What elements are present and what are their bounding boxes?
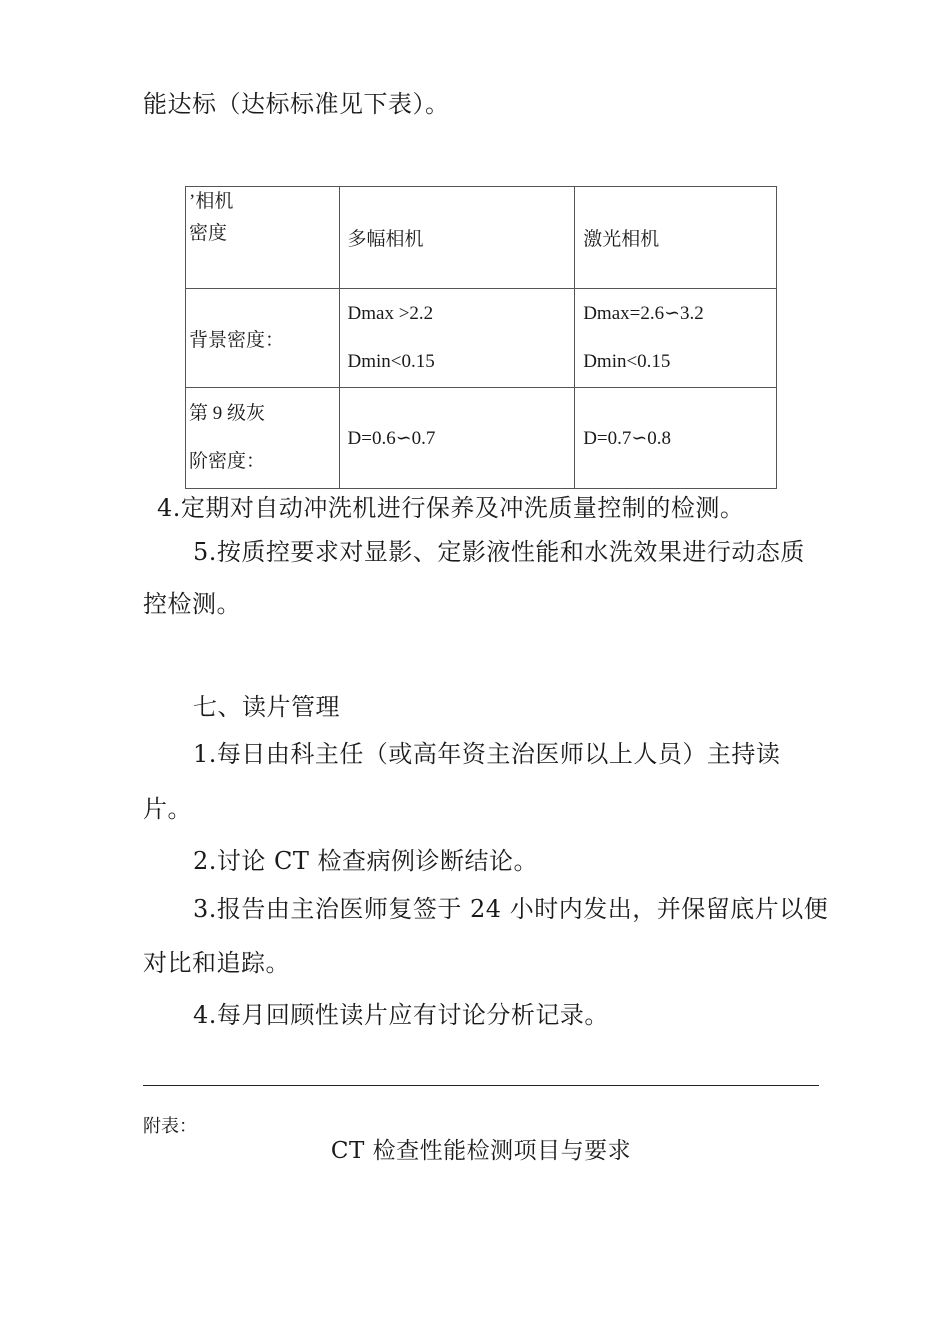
- table-header-row: [186, 187, 777, 289]
- paragraph-reading-3: 3.报告由主治医师复签于 24 小时内发出，并保留底片以便: [193, 895, 829, 923]
- corner-label-camera: ’相机: [189, 191, 234, 212]
- header-laser-camera: 激光相机: [575, 187, 777, 289]
- cell-multi-grey-step: D=0.6∽0.7: [339, 388, 575, 489]
- paragraph-reading-1: 1.每日由科主任（或高年资主治医师以上人员）主持读: [193, 740, 781, 768]
- cell-value: Dmax=2.6∽3.2: [583, 303, 704, 324]
- cell-value: Dmax >2.2: [347, 303, 434, 324]
- row-label-background-density: 背景密度：: [186, 289, 340, 388]
- paragraph-reading-4: 4.每月回顾性读片应有讨论分析记录。: [193, 1001, 609, 1029]
- cell-value: Dmin<0.15: [347, 351, 435, 372]
- paragraph-reading-3-cont: 对比和追踪。: [143, 949, 290, 977]
- table-row: [186, 289, 777, 388]
- corner-label-density: 密度: [189, 223, 228, 244]
- row-label-line: 第 9 级灰: [189, 403, 266, 424]
- table-row: [186, 388, 777, 489]
- row-label-line: 阶密度：: [189, 451, 266, 472]
- horizontal-divider: [143, 1085, 819, 1086]
- cell-laser-background: [575, 289, 777, 388]
- appendix-title: CT 检查性能检测项目与要求: [330, 1138, 632, 1164]
- paragraph-reading-2: 2.讨论 CT 检查病例诊断结论。: [193, 847, 539, 875]
- section-heading-reading-management: 七、读片管理: [193, 693, 340, 721]
- cell-laser-grey-step: D=0.7∽0.8: [575, 388, 777, 489]
- appendix-label: 附表：: [143, 1116, 197, 1137]
- paragraph-item-5-cont: 控检测。: [143, 590, 241, 618]
- paragraph-item-5: 5.按质控要求对显影、定影液性能和水洗效果进行动态质: [193, 538, 805, 566]
- cell-multi-background: [339, 289, 575, 388]
- density-standard-table: [185, 186, 777, 489]
- paragraph-item-4: 4.定期对自动冲洗机进行保养及冲洗质量控制的检测。: [157, 494, 745, 522]
- cell-value: Dmin<0.15: [583, 351, 671, 372]
- intro-line: 能达标（达标标准见下表）。: [143, 90, 450, 118]
- paragraph-reading-1-cont: 片。: [143, 795, 192, 823]
- table-corner-cell: [186, 187, 340, 289]
- row-label-grey-step-density: [186, 388, 340, 489]
- header-multi-camera: 多幅相机: [339, 187, 575, 289]
